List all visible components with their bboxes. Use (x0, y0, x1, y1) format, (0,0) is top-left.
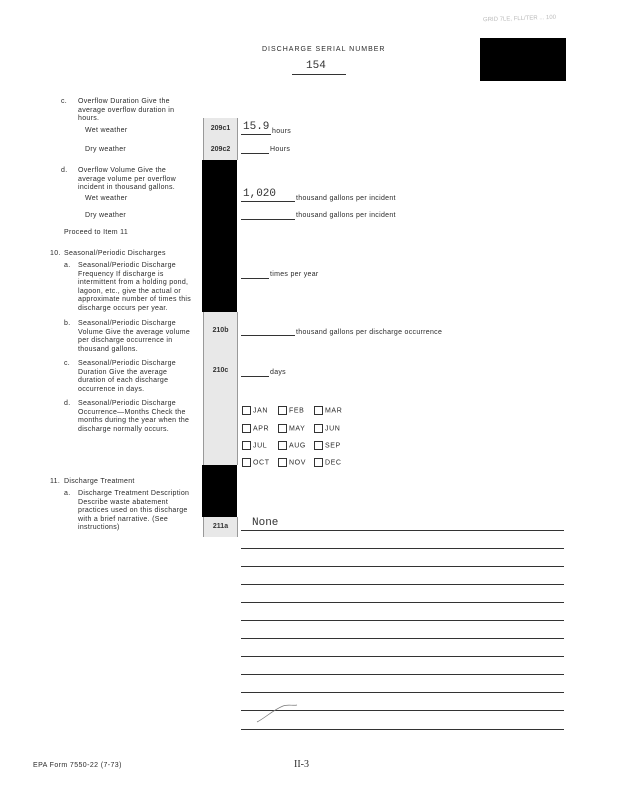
code-209c1: 209c1 (203, 118, 238, 140)
item-d-wet-unit: thousand gallons per incident (296, 195, 396, 202)
item-11-num: 11. (50, 478, 61, 485)
month-jun[interactable]: JUN (314, 424, 340, 433)
item-10b-text: Seasonal/Periodic Discharge Volume Give the average volume per discharge occurrence in thousand gallons. (78, 320, 191, 353)
checkbox-oct[interactable] (242, 458, 251, 467)
code-210b: 210b (203, 312, 238, 350)
month-feb[interactable]: FEB (278, 406, 304, 415)
item-10d-label: d. (64, 400, 71, 407)
item-d-label: d. (61, 167, 68, 174)
checkbox-nov[interactable] (278, 458, 287, 467)
narrative-line-1[interactable] (241, 530, 564, 531)
proceed-note: Proceed to Item 11 (64, 229, 129, 236)
item-d-dry-label: Dry weather (85, 212, 127, 219)
item-10a-text: Seasonal/Periodic Discharge Frequency If discharge is intermittent from a holding pond, lagoon, etc., give the actual or approximate number of times this discharge occurs per year. (78, 262, 192, 312)
code-210d-column (203, 392, 238, 465)
month-jan[interactable]: JAN (242, 406, 268, 415)
redaction-block-header (480, 38, 566, 81)
item-11a-label: a. (64, 490, 71, 497)
month-sep[interactable]: SEP (314, 441, 341, 450)
item-d-wet-line (241, 201, 295, 202)
month-dec[interactable]: DEC (314, 458, 342, 467)
narrative-line-4[interactable] (241, 584, 564, 585)
checkbox-may[interactable] (278, 424, 287, 433)
item-10b-line[interactable] (241, 335, 295, 336)
item-10-num: 10. (50, 250, 61, 257)
redaction-block-codes-1 (202, 160, 237, 312)
item-10c-text: Seasonal/Periodic Discharge Duration Give the average duration of each discharge occurrence in days. (78, 360, 176, 393)
month-jul[interactable]: JUL (242, 441, 267, 450)
narrative-line-5[interactable] (241, 602, 564, 603)
item-c-dry-unit: Hours (270, 146, 291, 153)
item-10d-text: Seasonal/Periodic Discharge Occurrence—Months Check the months during the year when the discharge normally occurs. (78, 400, 190, 433)
item-c-wet-value[interactable]: 15.9 (243, 121, 270, 133)
item-10c-label: c. (64, 360, 71, 367)
item-10a-unit: times per year (270, 271, 319, 278)
item-d-title: Overflow Volume Give the average volume per overflow incident in thousand gallons. (78, 167, 176, 191)
serial-underline (292, 74, 346, 75)
narrative-line-10[interactable] (241, 692, 564, 693)
item-10c-line[interactable] (241, 376, 269, 377)
checkbox-sep[interactable] (314, 441, 323, 450)
item-c-wet-label: Wet weather (85, 127, 128, 134)
month-mar[interactable]: MAR (314, 406, 342, 415)
item-c-dry-label: Dry weather (85, 146, 127, 153)
checkbox-apr[interactable] (242, 424, 251, 433)
checkbox-jan[interactable] (242, 406, 251, 415)
item-d-dry-unit: thousand gallons per incident (296, 212, 396, 219)
item-10b-unit: thousand gallons per discharge occurrence (296, 329, 443, 336)
checkbox-jul[interactable] (242, 441, 251, 450)
item-11a-value[interactable]: None (252, 517, 279, 529)
narrative-line-6[interactable] (241, 620, 564, 621)
item-d-wet-label: Wet weather (85, 195, 128, 202)
code-210c: 210c (203, 350, 238, 392)
checkbox-feb[interactable] (278, 406, 287, 415)
month-may[interactable]: MAY (278, 424, 305, 433)
item-c-dry-line[interactable] (241, 153, 269, 154)
narrative-line-12[interactable] (241, 729, 564, 730)
narrative-line-7[interactable] (241, 638, 564, 639)
item-11-title: Discharge Treatment (64, 478, 135, 485)
received-stamp: GRID 7LE, FLL/TER ... 100 (482, 14, 557, 24)
code-209c2: 209c2 (203, 140, 238, 160)
item-11a-text: Discharge Treatment Description Describe waste abatement practices used on this discharge with a brief narrative. (See instructions) (78, 490, 190, 531)
checkbox-aug[interactable] (278, 441, 287, 450)
month-nov[interactable]: NOV (278, 458, 306, 467)
pen-scribble (255, 700, 300, 725)
serial-number-value: 154 (306, 60, 326, 72)
serial-number-title: DISCHARGE SERIAL NUMBER (262, 46, 386, 53)
item-c-wet-line (241, 134, 271, 135)
month-aug[interactable]: AUG (278, 441, 306, 450)
item-c-wet-unit: hours (272, 128, 292, 135)
narrative-line-9[interactable] (241, 674, 564, 675)
checkbox-mar[interactable] (314, 406, 323, 415)
checkbox-dec[interactable] (314, 458, 323, 467)
item-10a-line[interactable] (241, 278, 269, 279)
redaction-block-codes-2 (202, 465, 237, 517)
page-number: II-3 (294, 759, 309, 770)
code-211a: 211a (203, 517, 238, 537)
checkbox-jun[interactable] (314, 424, 323, 433)
item-d-dry-line[interactable] (241, 219, 295, 220)
item-10b-label: b. (64, 320, 71, 327)
narrative-line-2[interactable] (241, 548, 564, 549)
item-c-label: c. (61, 98, 68, 105)
item-10a-label: a. (64, 262, 71, 269)
narrative-line-8[interactable] (241, 656, 564, 657)
item-10c-unit: days (270, 369, 286, 376)
item-10-title: Seasonal/Periodic Discharges (64, 250, 166, 257)
month-apr[interactable]: APR (242, 424, 269, 433)
item-c-title: Overflow Duration Give the average overflow duration in hours. (78, 98, 175, 122)
narrative-line-3[interactable] (241, 566, 564, 567)
item-d-wet-value[interactable]: 1,020 (243, 188, 277, 200)
month-oct[interactable]: OCT (242, 458, 270, 467)
form-number: EPA Form 7550-22 (7-73) (33, 762, 122, 769)
